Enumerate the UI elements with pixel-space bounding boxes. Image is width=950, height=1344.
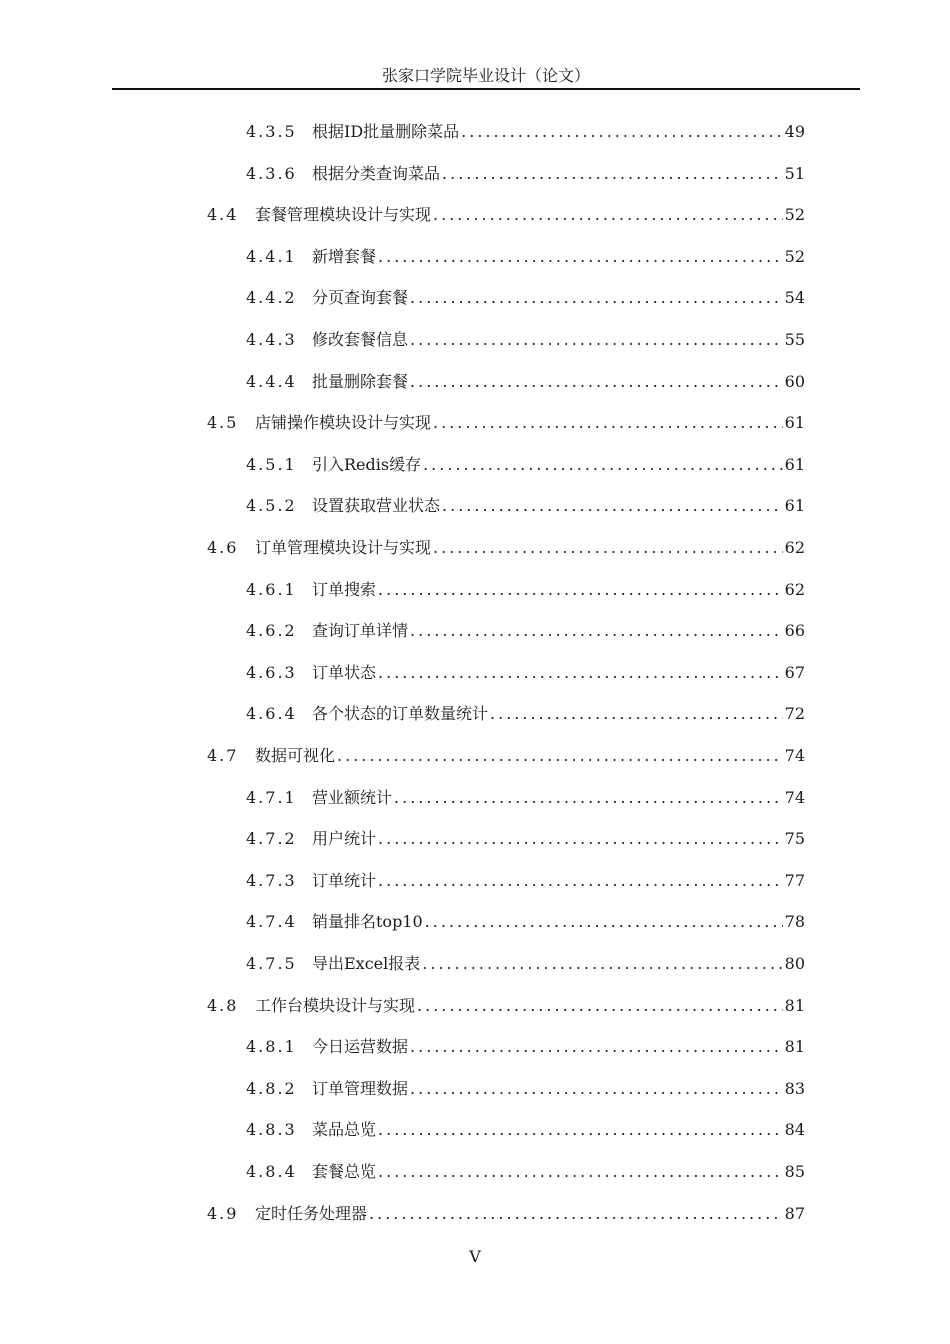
toc-entry-title: 订单统计 bbox=[312, 870, 377, 890]
toc-leader-dots bbox=[378, 1160, 783, 1184]
toc-leader-dots bbox=[378, 827, 783, 851]
toc-entry-title: 数据可视化 bbox=[255, 746, 336, 765]
toc-entry[interactable] bbox=[246, 1160, 805, 1184]
header-divider bbox=[112, 88, 860, 90]
toc-entry-number: 4.9 bbox=[207, 1203, 239, 1223]
toc-entry-number: 4.6.4 bbox=[246, 704, 297, 724]
toc-leader-dots bbox=[417, 994, 783, 1018]
toc-entry-page: 60 bbox=[784, 371, 805, 391]
toc-entry[interactable] bbox=[246, 1118, 805, 1142]
toc-entry-page: 52 bbox=[784, 246, 805, 266]
toc-entry-page: 62 bbox=[784, 579, 805, 599]
toc-entry-title: 新增套餐 bbox=[312, 246, 377, 266]
toc-leader-dots bbox=[378, 578, 783, 602]
toc-entry-page: 61 bbox=[784, 454, 805, 474]
toc-entry-title: 设置获取营业状态 bbox=[312, 496, 441, 516]
toc-entry-number: 4.6.2 bbox=[246, 621, 297, 641]
toc-entry-page: 51 bbox=[784, 163, 805, 183]
toc-entry-title: 套餐总览 bbox=[312, 1162, 377, 1181]
toc-entry-page: 81 bbox=[784, 995, 805, 1015]
toc-leader-dots bbox=[378, 1118, 783, 1142]
toc-entry-number: 4.6.3 bbox=[246, 662, 297, 682]
toc-entry-number: 4.7.1 bbox=[246, 787, 297, 807]
toc-leader-dots bbox=[461, 120, 782, 144]
toc-entry[interactable] bbox=[246, 162, 805, 186]
toc-entry[interactable] bbox=[246, 120, 805, 144]
toc-entry-title: 根据分类查询菜品 bbox=[312, 163, 441, 183]
toc-leader-dots bbox=[433, 411, 783, 435]
toc-entry-number: 4.3.5 bbox=[246, 122, 297, 141]
toc-entry-page: 84 bbox=[784, 1120, 805, 1140]
toc-entry-title: 工作台模块设计与实现 bbox=[255, 995, 416, 1015]
toc-leader-dots bbox=[433, 536, 783, 560]
toc-entry[interactable] bbox=[207, 203, 805, 227]
toc-entry-title: 订单管理模块设计与实现 bbox=[255, 538, 432, 557]
toc-entry-title: 菜品总览 bbox=[312, 1120, 377, 1140]
toc-entry-page: 61 bbox=[784, 496, 805, 516]
toc-leader-dots bbox=[422, 952, 782, 976]
toc-entry-number: 4.6.1 bbox=[246, 579, 297, 599]
toc-entry-page: 87 bbox=[784, 1203, 805, 1223]
toc-entry-title: 批量删除套餐 bbox=[312, 371, 409, 391]
toc-entry-title: 订单管理数据 bbox=[312, 1078, 409, 1098]
toc-entry[interactable] bbox=[207, 411, 805, 435]
toc-entry-page: 74 bbox=[784, 746, 805, 765]
toc-entry-page: 72 bbox=[784, 704, 805, 724]
toc-entry-title: 导出Excel报表 bbox=[312, 954, 421, 973]
toc-entry-page: 78 bbox=[784, 912, 805, 932]
toc-entry[interactable] bbox=[246, 286, 805, 310]
toc-entry-title: 分页查询套餐 bbox=[312, 288, 409, 308]
toc-entry-number: 4.7.3 bbox=[246, 870, 297, 890]
toc-leader-dots bbox=[410, 328, 783, 352]
toc-entry-number: 4.5.2 bbox=[246, 496, 297, 516]
toc-entry-page: 62 bbox=[784, 538, 805, 557]
toc-entry[interactable] bbox=[246, 245, 805, 269]
toc-leader-dots bbox=[410, 1077, 783, 1101]
toc-entry[interactable] bbox=[246, 1035, 805, 1059]
toc-leader-dots bbox=[378, 661, 783, 685]
toc-entry-number: 4.7.5 bbox=[246, 954, 297, 973]
page-number: V bbox=[469, 1247, 481, 1266]
toc-entry-title: 查询订单详情 bbox=[312, 621, 409, 641]
toc-entry-title: 引入Redis缓存 bbox=[312, 454, 422, 474]
page-header-title: 张家口学院毕业设计（论文） bbox=[381, 66, 590, 85]
toc-entry-title: 根据ID批量删除菜品 bbox=[312, 122, 460, 141]
toc-entry-number: 4.4.2 bbox=[246, 288, 297, 308]
toc-entry-number: 4.8.1 bbox=[246, 1037, 297, 1057]
toc-entry-page: 75 bbox=[784, 829, 805, 849]
toc-leader-dots bbox=[410, 1035, 783, 1059]
toc-entry[interactable] bbox=[246, 1077, 805, 1101]
toc-entry-page: 52 bbox=[784, 205, 805, 225]
toc-leader-dots bbox=[425, 910, 783, 934]
toc-entry-page: 74 bbox=[784, 787, 805, 807]
toc-leader-dots bbox=[410, 370, 783, 394]
toc-entry[interactable] bbox=[246, 786, 805, 810]
toc-leader-dots bbox=[410, 619, 783, 643]
toc-entry[interactable] bbox=[246, 453, 805, 477]
toc-entry-title: 店铺操作模块设计与实现 bbox=[255, 413, 432, 433]
toc-entry-page: 83 bbox=[784, 1078, 805, 1098]
toc-entry-title: 订单搜索 bbox=[312, 579, 377, 599]
toc-leader-dots bbox=[442, 494, 783, 518]
toc-leader-dots bbox=[442, 162, 783, 186]
toc-entry-page: 54 bbox=[784, 288, 805, 308]
toc-entry-number: 4.8.3 bbox=[246, 1120, 297, 1140]
toc-entry-page: 85 bbox=[784, 1162, 805, 1181]
toc-leader-dots bbox=[490, 702, 783, 726]
toc-entry[interactable] bbox=[246, 619, 805, 643]
toc-entry[interactable] bbox=[207, 994, 805, 1018]
toc-leader-dots bbox=[369, 1202, 783, 1226]
toc-entry[interactable] bbox=[246, 952, 805, 976]
toc-entry-number: 4.8.2 bbox=[246, 1078, 297, 1098]
toc-leader-dots bbox=[423, 453, 783, 477]
toc-entry-page: 77 bbox=[784, 870, 805, 890]
toc-entry[interactable] bbox=[207, 536, 805, 560]
toc-entry-page: 61 bbox=[784, 413, 805, 433]
toc-entry-title: 各个状态的订单数量统计 bbox=[312, 704, 489, 724]
toc-entry-page: 81 bbox=[784, 1037, 805, 1057]
toc-entry[interactable] bbox=[246, 661, 805, 685]
toc-entry-page: 67 bbox=[784, 662, 805, 682]
toc-entry[interactable] bbox=[246, 328, 805, 352]
toc-entry-number: 4.4 bbox=[207, 205, 239, 225]
toc-entry-number: 4.8.4 bbox=[246, 1162, 297, 1181]
toc-entry-title: 销量排名top10 bbox=[312, 912, 423, 932]
toc-leader-dots bbox=[433, 203, 783, 227]
toc-entry-number: 4.4.1 bbox=[246, 246, 297, 266]
toc-entry-title: 今日运营数据 bbox=[312, 1037, 409, 1057]
toc-entry-page: 55 bbox=[784, 330, 805, 349]
toc-entry-number: 4.4.4 bbox=[246, 371, 297, 391]
toc-entry-title: 订单状态 bbox=[312, 662, 377, 682]
toc-entry-number: 4.5 bbox=[207, 413, 239, 433]
toc-entry-number: 4.6 bbox=[207, 538, 239, 557]
toc-entry-number: 4.7 bbox=[207, 746, 239, 765]
toc-entry-title: 营业额统计 bbox=[312, 787, 393, 807]
toc-entry-number: 4.7.4 bbox=[246, 912, 297, 932]
toc-leader-dots bbox=[394, 786, 783, 810]
toc-entry[interactable] bbox=[246, 370, 805, 394]
toc-entry-number: 4.3.6 bbox=[246, 163, 297, 183]
toc-entry[interactable] bbox=[246, 494, 805, 518]
toc-entry[interactable] bbox=[246, 910, 805, 934]
toc-entry[interactable] bbox=[246, 869, 805, 893]
toc-entry-page: 80 bbox=[784, 954, 805, 973]
toc-leader-dots bbox=[410, 286, 783, 310]
toc-entry[interactable] bbox=[246, 578, 805, 602]
toc-entry-number: 4.4.3 bbox=[246, 330, 297, 349]
toc-entry-title: 定时任务处理器 bbox=[255, 1203, 368, 1223]
toc-entry[interactable] bbox=[246, 827, 805, 851]
toc-entry-number: 4.7.2 bbox=[246, 829, 297, 849]
toc-entry-title: 用户统计 bbox=[312, 829, 377, 849]
toc-leader-dots bbox=[337, 744, 783, 768]
toc-entry-number: 4.8 bbox=[207, 995, 239, 1015]
toc-entry[interactable] bbox=[207, 744, 805, 768]
toc-entry-title: 套餐管理模块设计与实现 bbox=[255, 205, 432, 225]
toc-entry[interactable] bbox=[246, 702, 805, 726]
toc-entry-title: 修改套餐信息 bbox=[312, 330, 409, 349]
toc-entry-page: 66 bbox=[784, 621, 805, 641]
toc-leader-dots bbox=[378, 869, 783, 893]
toc-entry-page: 49 bbox=[784, 122, 805, 141]
toc-leader-dots bbox=[378, 245, 783, 269]
toc-entry-number: 4.5.1 bbox=[246, 454, 297, 474]
toc-entry[interactable] bbox=[207, 1202, 805, 1226]
